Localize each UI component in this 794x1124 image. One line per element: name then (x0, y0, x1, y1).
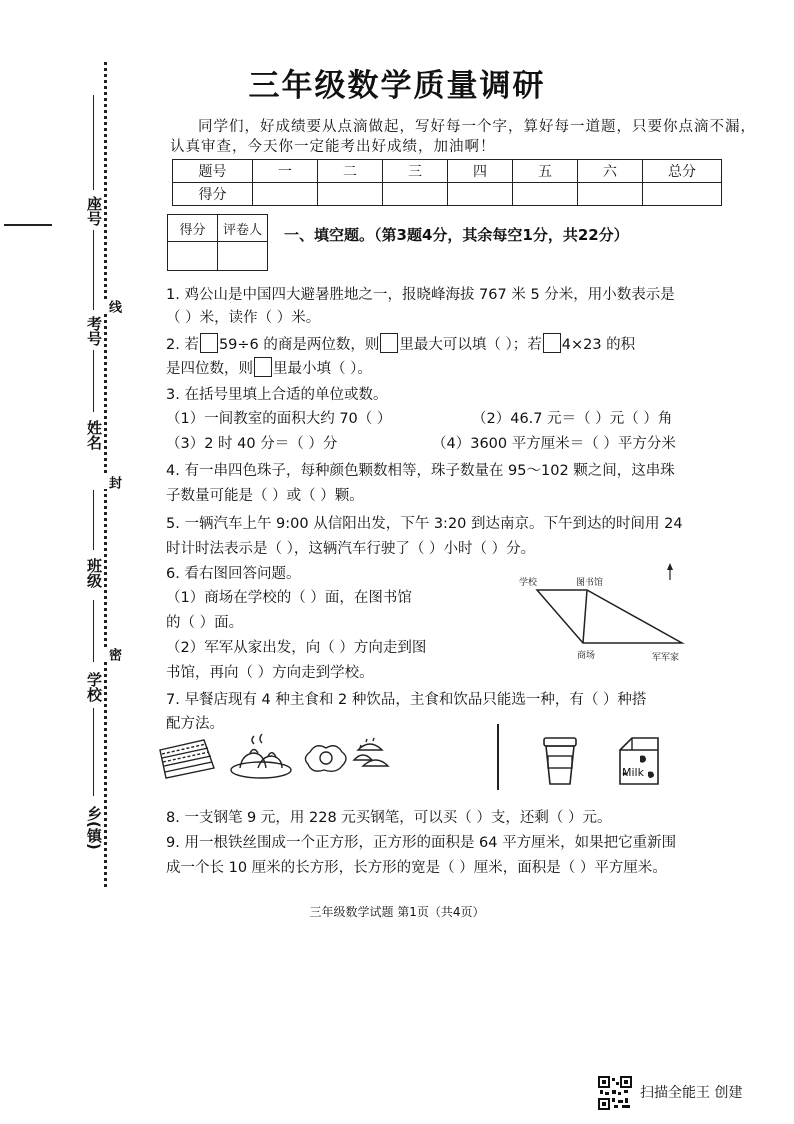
q5-line1: 5. 一辆汽车上午 9:00 从信阳出发，下午 3:20 到达南京。下午到达的时间用 24 (166, 516, 683, 532)
page-footer: 三年级数学试题 第1页（共4页） (309, 905, 485, 919)
score-table-score-row (173, 183, 722, 206)
grader-name-header: 评卷人 (218, 215, 268, 242)
q3-item-3: （3）2 时 40 分＝（ ）分 (166, 436, 338, 452)
q9-line1: 9. 用一根铁丝围成一个正方形，正方形的面积是 64 平方厘米，如果把它重新围 (166, 835, 677, 851)
milk-label: Milk (622, 766, 644, 779)
page-title: 三年级数学质量调研 (248, 68, 546, 104)
q6-2-line2: 书馆，再向（ ）方向走到学校。 (166, 665, 374, 681)
q6-1-line2: 的（ ）面。 (166, 615, 244, 631)
digit-box[interactable] (254, 357, 272, 377)
score-input-cell[interactable] (643, 183, 722, 206)
map-route-shape (537, 590, 682, 643)
score-input-cell[interactable] (318, 183, 383, 206)
staple-foods-picture (158, 728, 390, 788)
map-label-home: 军军家 (652, 653, 680, 663)
score-table-header-row (173, 160, 722, 183)
digit-box[interactable] (380, 333, 398, 353)
score-input-cell[interactable] (578, 183, 643, 206)
town-label: 乡(镇) (85, 806, 103, 850)
margin-mi: 密 (106, 648, 121, 661)
map-label-mall: 商场 (577, 651, 596, 661)
margin-feng: 封 (106, 476, 121, 489)
name-line (93, 350, 94, 412)
map-label-library: 图书馆 (576, 578, 604, 588)
q3-item-2: （2）46.7 元＝（ ）元（ ）角 (472, 411, 673, 427)
school-label: 学校 (85, 672, 103, 702)
score-header-cell: 总分 (643, 160, 722, 183)
grader-score-cell[interactable] (168, 242, 218, 271)
score-input-cell[interactable] (253, 183, 318, 206)
scanner-brand: 扫描全能王 创建 (640, 1085, 743, 1101)
q3-title: 3. 在括号里填上合适的单位或数。 (166, 387, 388, 403)
q2-text: 4×23 的积 (561, 337, 636, 353)
grader-score-header: 得分 (168, 215, 218, 242)
q4-line2: 子数量可能是（ ）或（ ）颗。 (166, 488, 364, 504)
q2-text: 是四位数，则 (166, 361, 253, 377)
score-input-cell[interactable] (383, 183, 448, 206)
q2-text: 2. 若 (166, 337, 199, 353)
sandwich-icon (160, 740, 214, 778)
section-1-title: 一、填空题。（第3题4分，其余每空1分，共22分） (284, 226, 629, 244)
class-line (93, 490, 94, 550)
school-line (93, 600, 94, 662)
fried-egg-icon (305, 746, 346, 772)
seat-label: 座号 (85, 196, 103, 226)
q6-title: 6. 看右图回答问题。 (166, 566, 301, 582)
score-table (172, 159, 722, 206)
margin-dash (4, 224, 52, 226)
digit-box[interactable] (543, 333, 561, 353)
digit-box[interactable] (200, 333, 218, 353)
q1-line1: 1. 鸡公山是中国四大避暑胜地之一，报晓峰海拔 767 米 5 分米，用小数表示是 (166, 287, 675, 303)
seat-line (93, 95, 94, 190)
coffee-cup-icon (536, 736, 586, 788)
q2-line1 (166, 333, 635, 354)
exam-no-line (93, 230, 94, 310)
map-label-school: 学校 (519, 578, 538, 588)
q3-item-4: （4）3600 平方厘米＝（ ）平方分米 (432, 436, 676, 452)
class-label: 班级 (85, 558, 103, 588)
binding-dotted-line (104, 62, 107, 887)
score-header-cell: 二 (318, 160, 383, 183)
q7-line2: 配方法。 (166, 716, 224, 732)
name-label: 姓名 (85, 420, 103, 450)
intro-text: 同学们，好成绩要从点滴做起，写好每一个字，算好每一道题，只要你点滴不漏，认真审查，今天你一定能考出好成绩，加油啊！ (170, 119, 756, 155)
exam-no-label: 考号 (85, 316, 103, 346)
q1-line2: （ ）米，读作（ ）米。 (166, 310, 321, 326)
q6-1-line1: （1）商场在学校的（ ）面，在图书馆 (166, 590, 412, 606)
q3-item-1: （1）一间教室的面积大约 70（ ） (166, 411, 392, 427)
score-header-cell: 题号 (173, 160, 253, 183)
q7-line1: 7. 早餐店现有 4 种主食和 2 种饮品，主食和饮品只能选一种，有（ ）种搭 (166, 692, 647, 708)
map-route-line (583, 590, 587, 643)
q2-line2 (166, 357, 372, 378)
q2-text: 59÷6 的商是两位数，则 (218, 337, 380, 353)
q2-text: 里最小填（ ）。 (273, 361, 372, 377)
q2-text: 里最大可以填（ ）；若 (399, 337, 542, 353)
score-input-cell[interactable] (448, 183, 513, 206)
picture-divider (497, 724, 499, 790)
score-header-cell: 三 (383, 160, 448, 183)
score-header-cell: 四 (448, 160, 513, 183)
score-row-label: 得分 (173, 183, 253, 206)
score-header-cell: 六 (578, 160, 643, 183)
qr-code-icon (598, 1076, 632, 1110)
q5-line2: 时计时法表示是（ ），这辆汽车行驶了（ ）小时（ ）分。 (166, 541, 536, 557)
score-header-cell: 五 (513, 160, 578, 183)
score-input-cell[interactable] (513, 183, 578, 206)
q6-2-line1: （2）军军从家出发，向（ ）方向走到图 (166, 640, 427, 656)
margin-xian: 线 (106, 300, 121, 313)
q4-line1: 4. 有一串四色珠子，每种颜色颗数相等，珠子数量在 95～102 颗之间，这串珠 (166, 463, 675, 479)
town-line (93, 708, 94, 796)
q9-line2: 成一个长 10 厘米的长方形，长方形的宽是（ ）厘米，面积是（ ）平方厘米。 (166, 860, 667, 876)
score-header-cell: 一 (253, 160, 318, 183)
grader-name-cell[interactable] (218, 242, 268, 271)
grader-table (167, 214, 268, 271)
milk-carton-icon (610, 734, 666, 790)
north-arrow-head-icon (667, 563, 673, 570)
dumplings-icon (354, 738, 388, 766)
steamed-bun-icon (231, 734, 291, 778)
q8: 8. 一支钢笔 9 元，用 228 元买钢笔，可以买（ ）支，还剩（ ）元。 (166, 810, 612, 826)
